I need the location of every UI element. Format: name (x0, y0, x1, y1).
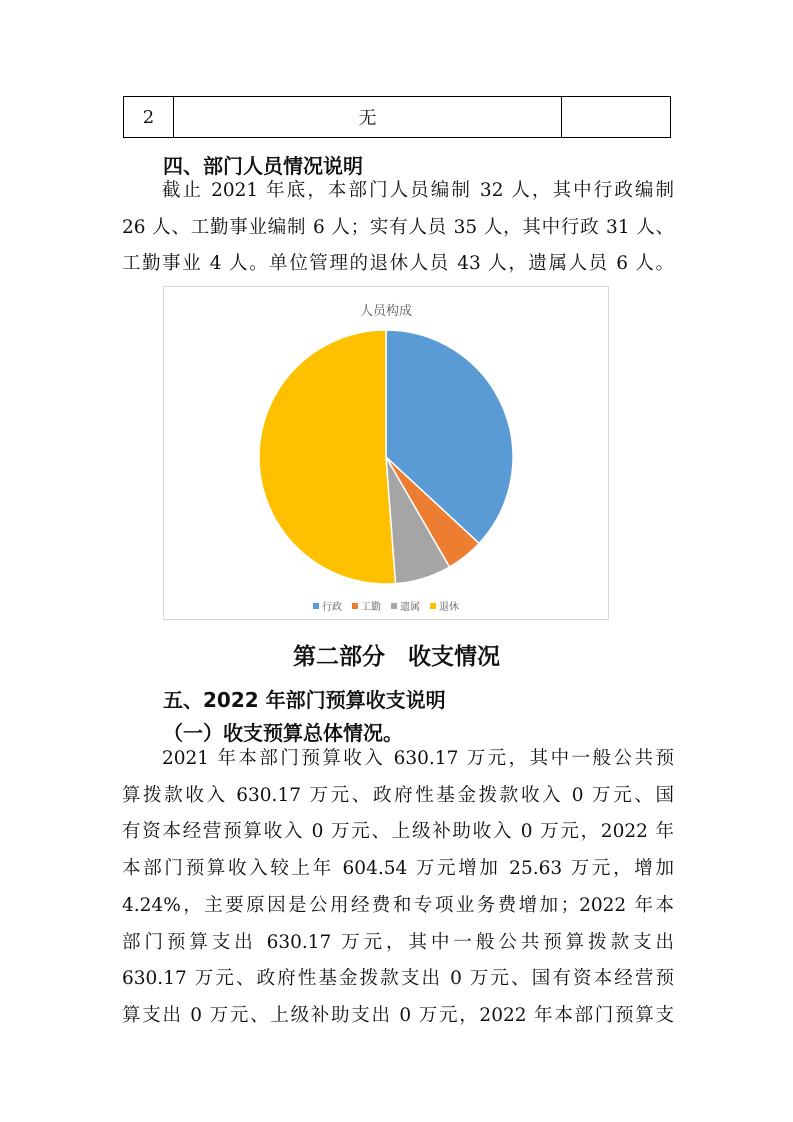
table-cell-content: 无 (174, 97, 562, 137)
chart-legend (164, 598, 608, 613)
paragraph-line: 算拨款收入 630.17 万元、政府性基金拨款收入 0 万元、国 (122, 784, 674, 806)
legend-item (313, 598, 342, 613)
pie-chart (164, 287, 610, 621)
paragraph-line: 2021 年本部门预算收入 630.17 万元，其中一般公共预 (162, 748, 674, 769)
legend-item (430, 598, 459, 613)
legend-label: 遗属 (400, 602, 420, 613)
part-2-title: 第二部分 收支情况 (293, 644, 500, 670)
chart-title: 人员构成 (359, 304, 412, 319)
paragraph-line: 工勤事业 4 人。单位管理的退休人员 43 人，遗属人员 6 人。 (122, 253, 674, 275)
paragraph-line: 4.24%，主要原因是公用经费和专项业务费增加；2022 年本 (122, 894, 674, 916)
legend-label: 退休 (439, 602, 459, 613)
legend-item (391, 598, 420, 613)
legend-item (352, 598, 381, 613)
section-5-heading: 五、2022 年部门预算收支说明 (163, 688, 446, 712)
table-row (123, 96, 671, 138)
legend-label: 工勤 (361, 602, 381, 613)
paragraph-line: 截止 2021 年底，本部门人员编制 32 人，其中行政编制 (162, 180, 674, 201)
paragraph-line: 算支出 0 万元、上级补助支出 0 万元，2022 年本部门预算支 (122, 1004, 674, 1026)
subsection-1-heading: （一）收支预算总体情况。 (163, 721, 403, 745)
legend-swatch (391, 603, 397, 609)
paragraph-line: 26 人、工勤事业编制 6 人；实有人员 35 人，其中行政 31 人、 (122, 216, 674, 238)
legend-swatch (352, 603, 358, 609)
pie-slice-退休 (259, 330, 395, 584)
table-cell-number: 2 (124, 97, 174, 137)
paragraph-line: 部门预算支出 630.17 万元，其中一般公共预算拨款支出 (122, 931, 674, 953)
legend-label: 行政 (322, 602, 342, 613)
section-4-paragraph (122, 173, 674, 283)
staff-composition-chart (163, 286, 609, 620)
paragraph-line: 本部门预算收入较上年 604.54 万元增加 25.63 万元，增加 (122, 858, 674, 880)
legend-swatch (430, 603, 436, 609)
paragraph-line: 有资本经营预算收入 0 万元、上级补助收入 0 万元，2022 年 (122, 821, 674, 843)
paragraph-line: 630.17 万元、政府性基金拨款支出 0 万元、国有资本经营预 (122, 968, 674, 990)
table-cell-empty (562, 97, 670, 137)
legend-swatch (313, 603, 319, 609)
section-5-paragraph (122, 741, 674, 1035)
section-4-heading: 四、部门人员情况说明 (163, 154, 363, 178)
